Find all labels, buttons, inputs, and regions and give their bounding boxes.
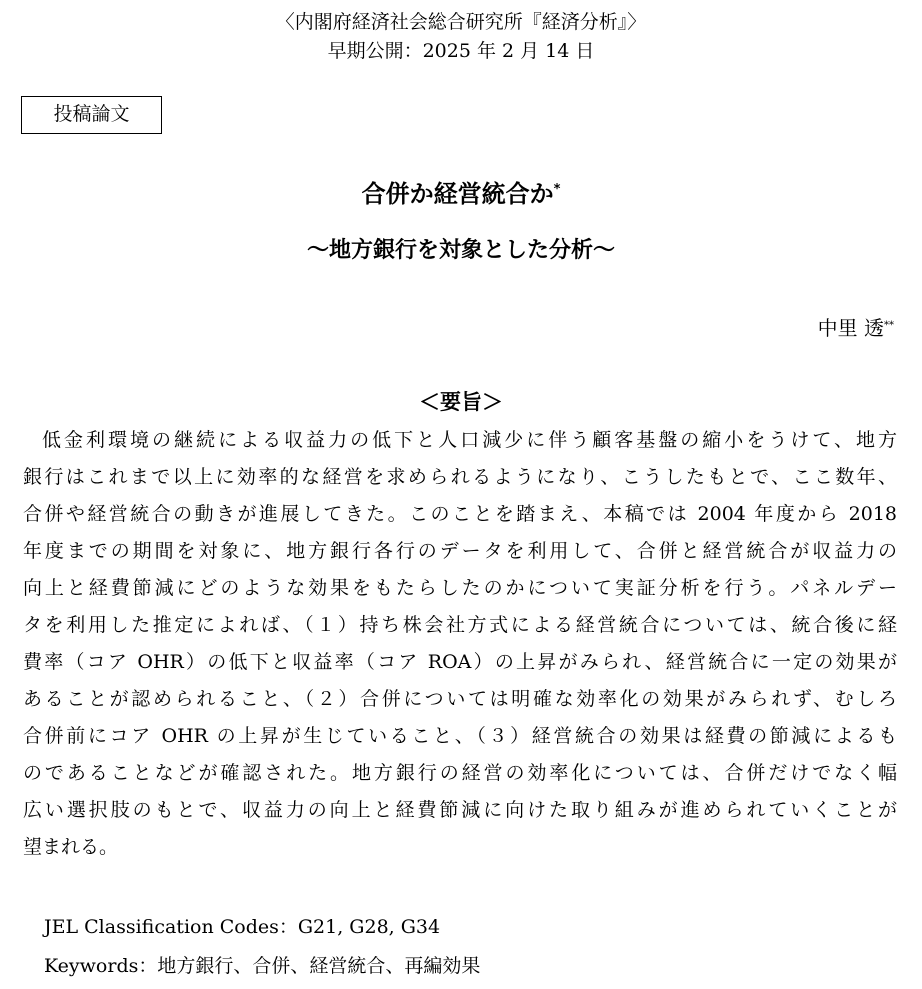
title-footnote-mark[interactable]: * (553, 182, 561, 197)
abstract-line: 費率（コア OHR）の低下と収益率（コア ROA）の上昇がみられ、経営統合に一定の効果が (23, 651, 897, 673)
jel-classification (44, 914, 440, 940)
jel-label: JEL Classification Codes： (44, 916, 298, 938)
paper-subtitle: ～地方銀行を対象とした分析～ (306, 238, 615, 263)
paper-title (0, 178, 922, 210)
abstract-line: 銀行はこれまで以上に効率的な経営を求められるようになり、こうしたもとで、ここ数年、 (23, 466, 897, 488)
abstract-line: タを利用した推定によれば、（１）持ち株会社方式による経営統合については、統合後に経 (23, 614, 897, 636)
abstract-line: 合併や経営統合の動きが進展してきた。このことを踏まえ、本稿では 2004 年度から 2018 (23, 503, 897, 525)
keywords-values: 地方銀行、合併、経営統合、再編効果 (157, 955, 481, 977)
author-name (818, 315, 894, 341)
abstract-line: 合併前にコア OHR の上昇が生じていること、（３）経営統合の効果は経費の節減によるも (23, 725, 897, 747)
release-date: 早期公開：2025 年 2 月 14 日 (327, 40, 595, 62)
keywords-label: Keywords： (44, 955, 158, 977)
author-text: 中里 透 (817, 316, 884, 340)
title-text: 合併か経営統合か (361, 180, 554, 208)
abstract-line: 向上と経費節減にどのような効果をもたらしたのかについて実証分析を行う。パネルデー (23, 577, 897, 599)
abstract-line: 年度までの期間を対象に、地方銀行各行のデータを利用して、合併と経営統合が収益力の (23, 540, 897, 562)
abstract-body (23, 422, 897, 866)
jel-codes: G21, G28, G34 (297, 916, 441, 938)
abstract-line: 広い選択肢のもとで、収益力の向上と経費節減に向けた取り組みが進められていくことが (23, 799, 897, 821)
journal-name: 〈内閣府経済社会総合研究所『経済分析』〉 (275, 11, 647, 33)
abstract-line: あることが認められること、（２）合併については明確な効率化の効果がみられず、むしろ (23, 688, 897, 710)
article-type-box: 投稿論文 (21, 96, 162, 134)
abstract-heading: ＜要旨＞ (419, 390, 503, 414)
author-footnote-mark[interactable]: ** (884, 320, 894, 331)
abstract-line: 望まれる。 (23, 836, 119, 858)
abstract-line: 低金利環境の継続による収益力の低下と人口減少に伴う顧客基盤の縮小をうけて、地方 (42, 429, 897, 451)
abstract-line: のであることなどが確認された。地方銀行の経営の効率化については、合併だけでなく幅 (23, 762, 897, 784)
keywords (44, 953, 480, 979)
